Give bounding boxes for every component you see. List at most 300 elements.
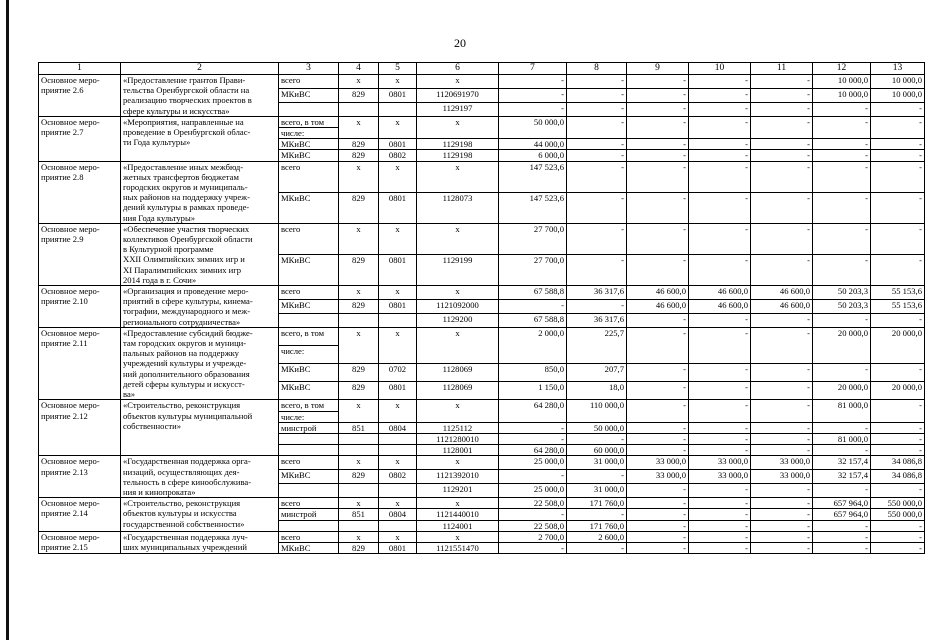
code-cell: х (379, 400, 417, 411)
code-cell (379, 520, 417, 531)
amount-cell: - (627, 531, 689, 542)
amount-cell: - (751, 192, 813, 223)
executor-cell: числе: (279, 411, 339, 422)
amount-cell (871, 411, 925, 422)
code-cell: 1121440010 (417, 509, 499, 520)
code-cell: 1121392010 (417, 470, 499, 484)
amount-cell (813, 128, 871, 139)
amount-cell: 64 280,0 (499, 445, 567, 456)
code-cell: х (339, 161, 379, 192)
measure-description-line: учреждений культуры и учрежде- (123, 358, 247, 369)
executor-cell: МКиВС (279, 192, 339, 223)
executor-cell: всего (279, 223, 339, 254)
measure-name-line: приятие 2.8 (41, 171, 84, 182)
measure-name-line: Основное меро- (41, 327, 100, 338)
amount-cell: 171 760,0 (567, 520, 627, 531)
column-header: 3 (279, 63, 339, 75)
measure-name-line: приятие 2.10 (41, 296, 88, 307)
table-row (39, 223, 925, 254)
measure-name-line: приятие 2.15 (41, 541, 88, 552)
measure-description-line: собственности» (123, 420, 182, 431)
amount-cell: - (813, 313, 871, 327)
measure-description-line: низаций, осуществляющих дея- (123, 466, 240, 477)
amount-cell: 657 964,0 (813, 498, 871, 509)
code-cell: х (379, 498, 417, 509)
executor-cell: МКиВС (279, 139, 339, 150)
amount-cell (751, 345, 813, 363)
amount-cell: - (751, 382, 813, 400)
amount-cell: - (689, 161, 751, 192)
table-row (39, 327, 925, 345)
amount-cell: - (689, 102, 751, 116)
amount-cell: - (871, 139, 925, 150)
executor-cell (279, 445, 339, 456)
amount-cell (813, 411, 871, 422)
amount-cell: 225,7 (567, 327, 627, 345)
code-cell: х (339, 400, 379, 411)
measure-description (121, 75, 279, 117)
executor-cell: числе: (279, 128, 339, 139)
amount-cell: - (689, 542, 751, 553)
amount-cell: 46 600,0 (627, 286, 689, 300)
code-cell: 1120691970 (417, 88, 499, 102)
measure-description-line: приятий в сфере культуры, кинема- (123, 296, 253, 307)
amount-cell: - (813, 484, 871, 498)
amount-cell: 32 157,4 (813, 456, 871, 470)
measure-description-line: ших муниципальных учреждений (123, 541, 247, 552)
table-row (39, 116, 925, 127)
amount-cell: - (627, 542, 689, 553)
measure-name-line: приятие 2.12 (41, 410, 88, 421)
amount-cell: - (499, 470, 567, 484)
amount-cell: 33 000,0 (689, 470, 751, 484)
column-header: 12 (813, 63, 871, 75)
amount-cell: - (813, 223, 871, 254)
measure-description (121, 223, 279, 285)
code-cell: 1129198 (417, 150, 499, 161)
measure-name-line: Основное меро- (41, 531, 100, 542)
measure-description-line: «Строительство, реконструкция (123, 498, 241, 509)
measure-name-line: Основное меро- (41, 400, 100, 411)
code-cell: х (339, 531, 379, 542)
amount-cell: - (567, 102, 627, 116)
code-cell: х (379, 327, 417, 345)
amount-cell: - (567, 192, 627, 223)
amount-cell (871, 345, 925, 363)
amount-cell (627, 128, 689, 139)
measure-description-line: жетных трансфертов бюджетам (123, 171, 239, 182)
table-row (39, 400, 925, 411)
code-cell: 0804 (379, 509, 417, 520)
measure-description-line: объектов культуры и искусства (123, 508, 237, 519)
measure-description-line: ва» (123, 389, 136, 400)
measure-description (121, 327, 279, 399)
amount-cell: - (689, 254, 751, 285)
amount-cell: 657 964,0 (813, 509, 871, 520)
amount-cell: 31 000,0 (567, 484, 627, 498)
measure-description (121, 456, 279, 498)
measure-description-line: объектов культуры муниципальной (123, 410, 253, 421)
column-header: 10 (689, 63, 751, 75)
code-cell (339, 128, 379, 139)
code-cell: 1128073 (417, 192, 499, 223)
amount-cell: 81 000,0 (813, 400, 871, 411)
code-cell: 1128001 (417, 445, 499, 456)
amount-cell (627, 345, 689, 363)
measure-description-line: коллективов Оренбургской области (123, 234, 253, 245)
amount-cell: - (871, 484, 925, 498)
amount-cell: - (567, 433, 627, 444)
amount-cell: - (499, 88, 567, 102)
amount-cell: 850,0 (499, 364, 567, 382)
code-cell: 1125112 (417, 422, 499, 433)
amount-cell: - (627, 520, 689, 531)
amount-cell: 20 000,0 (813, 327, 871, 345)
executor-cell (279, 484, 339, 498)
executor-cell: МКиВС (279, 300, 339, 314)
amount-cell: 10 000,0 (813, 75, 871, 89)
measure-name (39, 286, 121, 328)
executor-cell: МКиВС (279, 542, 339, 553)
measure-description-line: ний дополнительного образования (123, 368, 250, 379)
code-cell: х (379, 116, 417, 127)
code-cell: х (339, 223, 379, 254)
amount-cell: - (627, 88, 689, 102)
amount-cell: - (871, 364, 925, 382)
amount-cell: - (751, 254, 813, 285)
code-cell: 1129200 (417, 313, 499, 327)
code-cell: 829 (339, 382, 379, 400)
code-cell: х (379, 286, 417, 300)
amount-cell: - (751, 422, 813, 433)
measure-description-line: «Обеспечение участия творческих (123, 223, 250, 234)
column-header: 5 (379, 63, 417, 75)
measure-name-line: приятие 2.14 (41, 508, 88, 519)
amount-cell: 6 000,0 (499, 150, 567, 161)
amount-cell: - (499, 433, 567, 444)
code-cell: х (339, 75, 379, 89)
amount-cell: - (751, 433, 813, 444)
amount-cell: 33 000,0 (751, 470, 813, 484)
amount-cell (751, 411, 813, 422)
amount-cell: 10 000,0 (871, 88, 925, 102)
code-cell: 0801 (379, 300, 417, 314)
amount-cell (689, 345, 751, 363)
amount-cell (567, 128, 627, 139)
amount-cell: - (751, 498, 813, 509)
amount-cell: - (567, 161, 627, 192)
amount-cell: 20 000,0 (871, 382, 925, 400)
scan-edge-bar (6, 0, 9, 640)
amount-cell: - (689, 445, 751, 456)
table-row (39, 286, 925, 300)
amount-cell: - (751, 102, 813, 116)
amount-cell: - (499, 75, 567, 89)
table-row (39, 456, 925, 470)
amount-cell: - (567, 75, 627, 89)
executor-cell: числе: (279, 345, 339, 363)
code-cell: х (379, 161, 417, 192)
code-cell: х (339, 116, 379, 127)
measure-name-line: приятие 2.9 (41, 234, 84, 245)
code-cell: 1129201 (417, 484, 499, 498)
measure-name (39, 223, 121, 285)
amount-cell: 33 000,0 (751, 456, 813, 470)
measure-name-line: Основное меро- (41, 75, 100, 85)
executor-cell (279, 313, 339, 327)
amount-cell: 50 203,3 (813, 300, 871, 314)
measure-description-line: дений культуры в рамках проведе- (123, 202, 250, 213)
column-header: 6 (417, 63, 499, 75)
amount-cell: 550 000,0 (871, 498, 925, 509)
amount-cell: - (499, 102, 567, 116)
measure-description-line: государственной собственности» (123, 518, 245, 529)
code-cell: 0801 (379, 192, 417, 223)
code-cell: 0801 (379, 542, 417, 553)
amount-cell: - (813, 161, 871, 192)
measure-name (39, 161, 121, 223)
amount-cell: - (751, 150, 813, 161)
executor-cell: МКиВС (279, 382, 339, 400)
amount-cell: - (751, 88, 813, 102)
amount-cell: 1 150,0 (499, 382, 567, 400)
amount-cell: - (627, 223, 689, 254)
amount-cell (567, 345, 627, 363)
amount-cell: - (689, 223, 751, 254)
code-cell (339, 520, 379, 531)
amount-cell: - (689, 88, 751, 102)
table-row (39, 498, 925, 509)
amount-cell: - (689, 531, 751, 542)
amount-cell: 171 760,0 (567, 498, 627, 509)
amount-cell (567, 411, 627, 422)
amount-cell: - (567, 116, 627, 127)
measure-description-line: сфере культуры и искусства» (123, 105, 230, 116)
measure-description-line: XI Паралимпийских зимних игр (123, 264, 242, 275)
amount-cell: - (567, 223, 627, 254)
executor-cell: всего (279, 161, 339, 192)
amount-cell: 20 000,0 (871, 327, 925, 345)
column-header: 11 (751, 63, 813, 75)
amount-cell: 50 000,0 (567, 422, 627, 433)
code-cell: 829 (339, 150, 379, 161)
code-cell (417, 345, 499, 363)
measure-description-line: XXII Олимпийских зимних игр и (123, 254, 245, 265)
amount-cell (499, 411, 567, 422)
code-cell: х (379, 531, 417, 542)
amount-cell: 55 153,6 (871, 300, 925, 314)
amount-cell: - (689, 364, 751, 382)
measure-name-line: Основное меро- (41, 116, 100, 127)
amount-cell: - (567, 300, 627, 314)
executor-cell: МКиВС (279, 150, 339, 161)
measure-description (121, 161, 279, 223)
amount-cell: - (751, 313, 813, 327)
amount-cell: - (871, 433, 925, 444)
amount-cell: - (751, 484, 813, 498)
amount-cell: - (871, 400, 925, 411)
measure-name-line: Основное меро- (41, 223, 100, 234)
code-cell: х (417, 498, 499, 509)
amount-cell: - (627, 509, 689, 520)
code-cell (379, 102, 417, 116)
amount-cell: - (751, 75, 813, 89)
executor-cell: МКиВС (279, 470, 339, 484)
code-cell: 0802 (379, 470, 417, 484)
code-cell: х (339, 498, 379, 509)
amount-cell: 27 700,0 (499, 223, 567, 254)
executor-cell: всего, в том (279, 327, 339, 345)
table-row (39, 161, 925, 192)
code-cell: 829 (339, 139, 379, 150)
code-cell: 851 (339, 422, 379, 433)
amount-cell: - (751, 161, 813, 192)
measure-description-line: тельность в сфере кинообслужива- (123, 476, 252, 487)
amount-cell: 36 317,6 (567, 286, 627, 300)
measure-description-line: «Государственная поддержка орга- (123, 456, 251, 467)
code-cell: 0702 (379, 364, 417, 382)
amount-cell: - (751, 531, 813, 542)
amount-cell: 2 000,0 (499, 327, 567, 345)
amount-cell: - (567, 470, 627, 484)
code-cell: 0801 (379, 382, 417, 400)
measure-name-line: Основное меро- (41, 456, 100, 467)
amount-cell: 36 317,6 (567, 313, 627, 327)
amount-cell: 2 700,0 (499, 531, 567, 542)
amount-cell: - (751, 139, 813, 150)
amount-cell: - (627, 192, 689, 223)
measure-description-line: ния и кинопроката» (123, 486, 196, 497)
amount-cell: - (627, 139, 689, 150)
amount-cell: 10 000,0 (871, 75, 925, 89)
amount-cell: - (751, 223, 813, 254)
measure-description-line: «Строительство, реконструкция (123, 400, 241, 411)
code-cell: х (417, 161, 499, 192)
column-header: 2 (121, 63, 279, 75)
code-cell: х (417, 327, 499, 345)
amount-cell (689, 411, 751, 422)
amount-cell: - (689, 116, 751, 127)
code-cell: х (417, 456, 499, 470)
amount-cell: - (871, 161, 925, 192)
column-header: 9 (627, 63, 689, 75)
code-cell (379, 484, 417, 498)
code-cell: х (379, 75, 417, 89)
column-header: 8 (567, 63, 627, 75)
amount-cell: - (689, 192, 751, 223)
amount-cell: 60 000,0 (567, 445, 627, 456)
amount-cell: - (871, 422, 925, 433)
code-cell: 0802 (379, 150, 417, 161)
measure-name (39, 498, 121, 532)
measure-name-line: приятие 2.6 (41, 85, 84, 96)
measure-description (121, 286, 279, 328)
amount-cell: - (813, 364, 871, 382)
executor-cell: минстрой (279, 509, 339, 520)
measure-description-line: «Предоставление субсидий бюдже- (123, 327, 253, 338)
amount-cell: - (499, 300, 567, 314)
executor-cell: всего (279, 286, 339, 300)
amount-cell: - (751, 509, 813, 520)
budget-table (38, 62, 925, 554)
amount-cell: - (689, 382, 751, 400)
code-cell: 0801 (379, 254, 417, 285)
measure-description-line: тографии, международного и меж- (123, 306, 251, 317)
amount-cell: - (813, 254, 871, 285)
code-cell: 829 (339, 300, 379, 314)
amount-cell: - (627, 422, 689, 433)
amount-cell: - (813, 192, 871, 223)
amount-cell: - (751, 364, 813, 382)
code-cell: х (379, 223, 417, 254)
amount-cell: 33 000,0 (689, 456, 751, 470)
amount-cell: - (871, 150, 925, 161)
amount-cell: - (627, 327, 689, 345)
amount-cell: 50 000,0 (499, 116, 567, 127)
measure-description-line: ния Года культуры» (123, 212, 196, 223)
amount-cell (689, 128, 751, 139)
executor-cell: всего (279, 75, 339, 89)
amount-cell: 44 000,0 (499, 139, 567, 150)
amount-cell: - (871, 313, 925, 327)
measure-description-line: в Культурной программе (123, 244, 214, 255)
amount-cell: - (871, 116, 925, 127)
measure-name-line: Основное меро- (41, 498, 100, 509)
measure-name (39, 327, 121, 399)
code-cell: 0801 (379, 88, 417, 102)
column-header: 1 (39, 63, 121, 75)
code-cell: х (379, 456, 417, 470)
amount-cell: - (627, 498, 689, 509)
measure-name (39, 400, 121, 456)
amount-cell: 31 000,0 (567, 456, 627, 470)
amount-cell: - (813, 102, 871, 116)
measure-description-line: тельства Оренбургской области на (123, 85, 250, 96)
code-cell: х (417, 75, 499, 89)
code-cell: 1121092000 (417, 300, 499, 314)
amount-cell: - (627, 116, 689, 127)
amount-cell: - (689, 400, 751, 411)
measure-description-line: реализацию творческих проектов в (123, 95, 252, 106)
amount-cell: - (567, 254, 627, 285)
executor-cell: всего (279, 531, 339, 542)
amount-cell: - (813, 150, 871, 161)
amount-cell: - (871, 223, 925, 254)
amount-cell: - (813, 445, 871, 456)
column-header: 13 (871, 63, 925, 75)
amount-cell: - (751, 445, 813, 456)
amount-cell: 81 000,0 (813, 433, 871, 444)
amount-cell: - (689, 520, 751, 531)
amount-cell: 25 000,0 (499, 484, 567, 498)
measure-name (39, 116, 121, 161)
amount-cell: 207,7 (567, 364, 627, 382)
amount-cell: 64 280,0 (499, 400, 567, 411)
code-cell: х (417, 400, 499, 411)
code-cell: х (339, 286, 379, 300)
code-cell: 1121551470 (417, 542, 499, 553)
amount-cell: 46 600,0 (751, 286, 813, 300)
measure-name (39, 456, 121, 498)
amount-cell: - (627, 445, 689, 456)
executor-cell: минстрой (279, 422, 339, 433)
amount-cell: - (627, 161, 689, 192)
amount-cell: 33 000,0 (627, 470, 689, 484)
amount-cell: 55 153,6 (871, 286, 925, 300)
amount-cell: - (627, 102, 689, 116)
amount-cell: - (871, 531, 925, 542)
amount-cell: 46 600,0 (689, 300, 751, 314)
